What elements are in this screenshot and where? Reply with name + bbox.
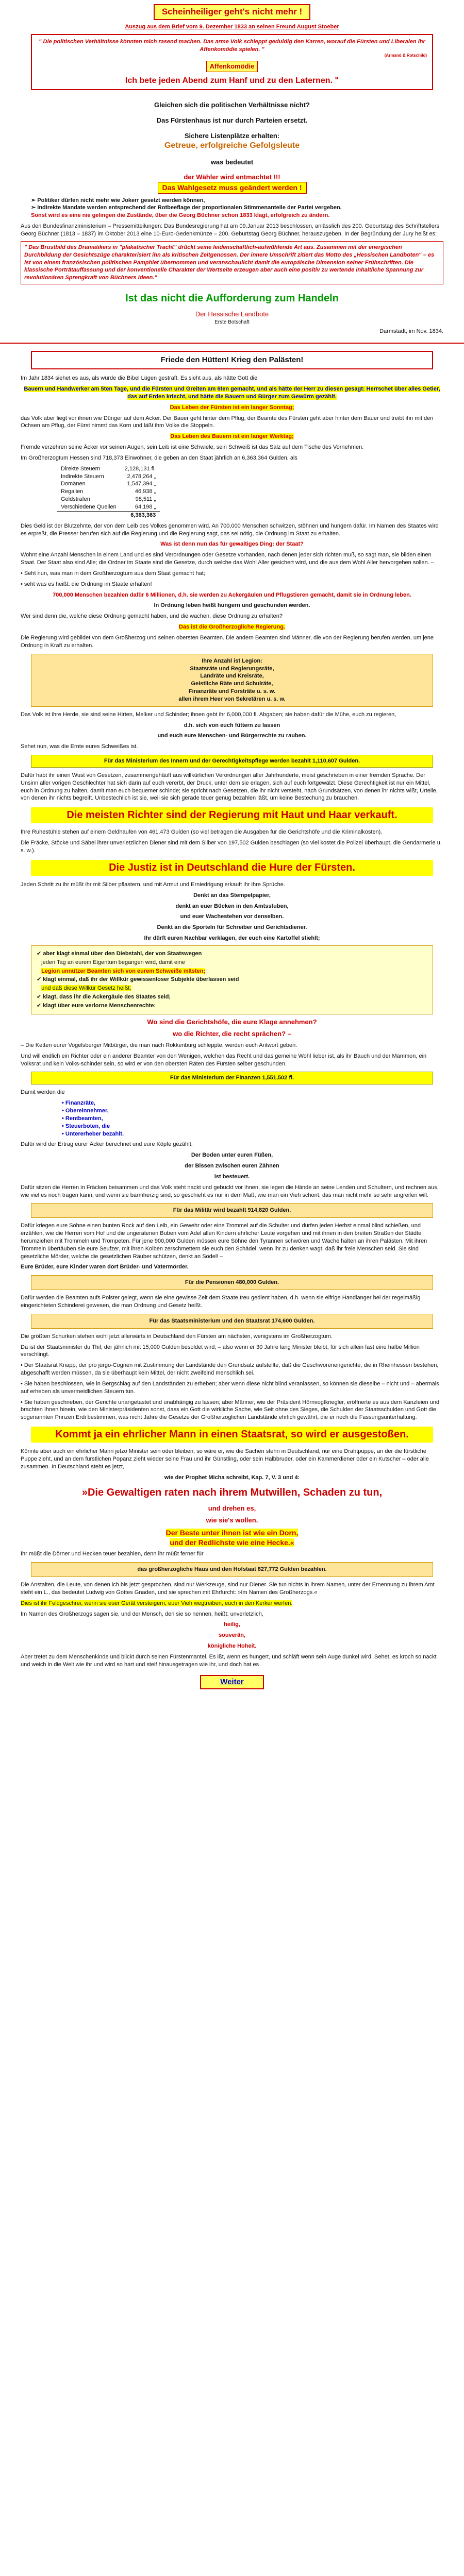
pension-budget-box: Für die Pensionen 480,000 Gulden. xyxy=(31,1275,433,1290)
para-22b: wie der Prophet Micha schreibt, Kap. 7, V. 3 und 4: xyxy=(164,1474,300,1481)
para-3: Fremde verzehren seine Äcker vor seinen Augen, sein Leib ist eine Schwiele, sein Schweiß ist das Salz auf dem Tische des Vornehmen. xyxy=(21,444,364,451)
courts-question-1: Wo sind die Gerichtshöfe, die eure Klage annehmen? xyxy=(147,1018,317,1026)
para-1b: Bauern und Handwerker am 5ten Tage, und die Fürsten und Greiten am 6ten gemacht, und als hätte der Herr zu diesen gesagt: Herrschet über alles Getier, das auf Erden kriecht, und hätte die Bauern und Bürger zum Gewürm gezählt. xyxy=(24,386,440,400)
courts-question-2: wo die Richter, die recht sprächen? – xyxy=(173,1030,291,1038)
revenue-table xyxy=(57,465,160,519)
revenue-label: Indirekte Steuern xyxy=(61,473,104,480)
para-24b: Dies ist ihr Feldgeschrei, wenn sie euer Gerät versteigern, euer Vieh wegtreiben, euch in den Kerker werfen. xyxy=(21,1600,293,1606)
revenue-total: 6,363,363 xyxy=(121,511,160,519)
officials-line-2: Staatsräte und Regierungsräte, xyxy=(190,665,274,672)
para-15: – Die Ketten eurer Vogelsberger Mitbürger, die man nach Rokkenburg schleppte, werden euch Antwort geben. xyxy=(21,1042,297,1048)
para-12: Ihre Ruhestühle stehen auf einem Geldhaufen von 461,473 Gulden (so viel betragen die Ausgaben für die Gerichtshöfe und die Kriminalkosten). xyxy=(21,829,383,836)
para-24d: heilig, xyxy=(224,1621,240,1628)
justice-heading: Die Justiz ist in Deutschland die Hure der Fürsten. xyxy=(31,860,433,876)
para-24: Die Anstalten, die Leute, von denen ich bis jetzt gesprochen, sind nur Werkzeuge, sind nur Diener. Sie tun nichts in ihrem Namen, unter der Ernennung zu ihrem Amt steht ein L., das bedeutet Ludwig von Gottes Gnaden, und sie sprechen mit Ehrfurcht: »Im Namen des Großherzogs.« xyxy=(21,1582,435,1596)
para-11: Dafür habt ihr einen Wust von Gesetzen, zusammengehäuft aus willkürlichen Verordnungen aller Jahrhunderte, meist geschrieben in einer fremden Sprache. Der Unsinn aller vorigen Geschlechter hat sich darin auf euch vererbt, der Druck, unter dem sie erlagen, sich auf euch fortgewälzt. Diese Gerechtigkeit ist nur ein Mittel, euch in Ordnung zu halten, damit man euch bequemer schinde; sie spricht nach Gesetzen, die ihr nicht versteht, nach Grundsätzen, von denen ihr nichts wißt, Urteile, von denen ihr nichts begreift. Unbestechlich ist sie, weil sie sich gerade teuer genug bezahlen läßt, um keine Bestechung zu brauchen. xyxy=(21,772,438,802)
para-17c: der Bissen zwischen euren Zähnen xyxy=(185,1163,279,1170)
para-10: Sehet nun, was die Ernte eures Schweißes ist. xyxy=(21,743,138,750)
officials-line-5: Finanzräte und Forsträte u. s. w. xyxy=(188,688,276,695)
para-13e: Denkt an die Sporteln für Schreiber und Gerichtsdiener. xyxy=(157,924,307,931)
para-19b: Eure Brüder, eure Kinder waren dort Brüder- und Vatermörder. xyxy=(21,1264,189,1270)
demand-3: Sonst wird es eine nie gelingen die Zustände, über die Georg Büchner schon 1833 klagt, erfolgreich zu ändern. xyxy=(31,212,330,219)
micha-quote-5: und der Redlichste wie eine Hecke.« xyxy=(170,1538,294,1547)
para-6b: In Ordnung leben heißt hungern und geschunden werden. xyxy=(154,602,310,609)
para-21-item-b: • Sie haben beschlossen, wie in Bergschlag auf den Landständen zu erheben; aber wenn diese nicht blind veranlassen, so können sie dieselbe – nicht und – abermals auf erheben als unvermeidlichen Steuern tun. xyxy=(21,1380,439,1395)
para-3b: Im Großherzogtum Hessen sind 718,373 Einwohner, die geben an den Staat jährlich an 6,363,364 Gulden, als xyxy=(21,454,297,461)
revenue-label: Regalien xyxy=(61,488,84,495)
quote-highlight: Ich bete jeden Abend zum Hanf und zu den Laternen. " xyxy=(125,76,339,85)
complaint-2b: und daß diese Willkür Gesetz heißt; xyxy=(41,985,131,992)
para-5-item-1: • Seht nun, was man in dem Großherzogtum aus dem Staat gemacht hat; xyxy=(21,570,205,577)
quote-keyword: Affenkomödie xyxy=(206,61,258,72)
revenue-value: 98,511 „ xyxy=(135,496,156,503)
state-council-heading: Kommt ja ein ehrlicher Mann in einen Staatsrat, so wird er ausgestoßen. xyxy=(31,1427,433,1443)
para-2: das Volk aber liegt vor ihnen wie Dünger auf dem Acker. Der Bauer geht hinter dem Pflug, der Beamte des Fürsten geht aber hinter dem Bauer und treibt ihn mit den Ochsen am Pflug, der Fürst nimmt das Korn und läßt ihm Volke die Stoppeln. xyxy=(21,415,434,429)
para-4: Dies Geld ist der Blutzehnte, der von dem Leib des Volkes genommen wird. An 700,000 Menschen schwitzen, stöhnen und hungern dafür. Im Namen des Staates wird es erpreßt, die Presser berufen sich auf die Regierung und die Regierung sagt, das sei nötig, die Ordnung im Staat zu erhalten. xyxy=(21,522,439,537)
complaint-1b: jeden Tag an eurem Eigentum begangen wird, damit eine xyxy=(41,959,185,965)
para-16: Damit werden die xyxy=(21,1089,65,1096)
quote-text: " Die politischen Verhältnisse könnten mich rasend machen. Das arme Volk schleppt geduldig den Karren, worauf die Fürsten und Liberalen ihr Affenkomödie spielen. " xyxy=(39,38,425,53)
para-1c: Das Leben der Fürsten ist ein langer Sonntag; xyxy=(170,404,294,411)
para-5-item-2: • seht was es heißt: die Ordnung im Staate erhalten! xyxy=(21,581,152,587)
main-title: Friede den Hütten! Krieg den Palästen! xyxy=(31,351,433,369)
para-9c: und euch eure Menschen- und Bürgerrechte zu rauben. xyxy=(157,733,307,739)
para-24c: Im Namen des Großherzogs sagen sie, und der Mensch, den sie so nennen, heißt: unverletzlich, xyxy=(21,1611,263,1617)
complaints-box xyxy=(31,945,433,1014)
para-4b: Was ist denn nun das für gewaltiges Ding: der Staat? xyxy=(160,541,304,548)
letter-source: Auszug aus dem Brief vom 9. Dezember 1833 an seinen Freund August Stoeber xyxy=(125,23,339,30)
landbote-title: Der Hessische Landbote xyxy=(195,310,269,318)
finance-official-item: • Steuerboten, die xyxy=(62,1123,110,1129)
headline-banner: Scheinheiliger geht's nicht mehr ! xyxy=(154,4,310,20)
intro-heading-3: Sichere Listenplätze erhalten: xyxy=(184,131,280,140)
quote-source-note: (Armand & Rotschild) xyxy=(384,53,427,58)
para-15b: Und will endlich ein Richter oder ein anderer Beamter von den Wenigen, welchen das Recht und das gemeine Wohl lieber ist, als ihr Bauch und der Mammon, ein Volksrat und kein Volks-schinder sein, so wird er von den obersten Räten des Fürsten selber geschunden. xyxy=(21,1053,427,1067)
revenue-value: 2,128,131 fl. xyxy=(124,465,156,472)
para-19: Dafür kriegen eure Söhne einen bunten Rock auf den Leib, ein Gewehr oder eine Trommel auf die Schulter und dürfen jeden Herbst einmal blind schießen, und erzählen, wie die Herren vom Hof und die ungeratenen Buben vom Adel allen Kindern ehrlicher Leute vorgehen und mit ihnen in den breiten Straßen der Städte herumziehen mit Trommeln und Trompeten. Für jene 900,000 Gulden müssen eure Söhne den Tyrannen schwören und Wache halten an ihren Palästen. Mit ihren Trommeln übertäuben sie eure Seufzer, mit ihren Kolben zerschmettern sie euch den Schädel, wenn ihr zu denken wagt, daß ihr freie Menschen seid. Sie sind gesetzliche Mörder, welche die gesetzlichen Räuber schützen, denkt an Södel! – xyxy=(21,1223,427,1260)
intro-heading-4: Getreue, erfolgreiche Gefolgsleute xyxy=(164,141,300,150)
landbote-subtitle: Erste Botschaft xyxy=(214,319,250,325)
finance-official-item: • Finanzräte, xyxy=(62,1100,95,1107)
officials-box xyxy=(31,654,433,707)
para-21b: Da ist der Staatsminister du Thil, der jährlich mit 15,000 Gulden besoldet wird; – also wenn er 30 Jahre lang Minister bleibt, für sich allein fast eine halbe Million verschlingt. xyxy=(21,1344,420,1358)
para-13c: denkt an euer Bücken in den Amtsstuben, xyxy=(175,903,289,909)
intro-heading-6: der Wähler wird entmachtet !!! xyxy=(184,173,280,181)
para-24e: souverän, xyxy=(219,1632,245,1639)
para-21: Die größten Schurken stehen wohl jetzt allerwärts in Deutschland den Fürsten am nächsten, wenigstens im Großherzogtum. xyxy=(21,1333,333,1340)
revenue-value: 64,198 „ xyxy=(135,504,156,511)
justice-budget-box: Für das Ministerium des Innern und der Gerechtigkeitspflege werden bezahlt 1,110,607 Gulden. xyxy=(31,755,433,768)
para-20: Dafür werden die Beamten aufs Polster gelegt, wenn sie eine gewisse Zeit dem Staate treu gedient haben, d.h. wenn sie eifrige Handlanger bei der regelmäßig eingerichteten Schinderei gewesen, die man Ordnung und Gesetz heißt. xyxy=(21,1295,421,1309)
revenue-label: Verschiedene Quellen xyxy=(61,504,117,511)
buechner-quote-box xyxy=(31,34,433,91)
para-13: Jeden Schritt zu ihr müßt ihr mit Silber pflastern, und mit Armut und Erniedrigung erkauft ihr ihre Sprüche. xyxy=(21,881,285,888)
para-18: Dafür sitzen die Herren in Fräcken beisammen und das Volk steht nackt und gebückt vor ihnen, sie legen die Hände an seine Lenden und Schultern, und rechnen aus, wie viel es noch tragen kann, und wenn sie barmherzig sind, so geschieht es nur in dem Maß, wie man ein Vieh schont, das man nicht mehr so sehr angreifen will. xyxy=(21,1184,439,1198)
green-title: Ist das nicht die Aufforderung zum Handeln xyxy=(125,293,339,304)
officials-line-1: Ihre Anzahl ist Legion: xyxy=(202,657,262,664)
intro-heading-1: Gleichen sich die politischen Verhältnisse nicht? xyxy=(154,101,310,109)
para-1: Im Jahr 1834 siehet es aus, als würde die Bibel Lügen gestraft. Es sieht aus, als hätte Gott die xyxy=(21,375,258,382)
ministry-press-text: Aus den Bundesfinanzministerium – Pressemitteilungen: Das Bundesregierung hat am 09.Januar 2013 beschlossen, anlässlich des 200. Geburtstag des Schriftstellers Georg Büchner (1813 – 1837) im Oktober 2013 eine 10-Euro-Gedenkmünze – 200. Geburtstag Georg Büchner, herauszugeben. In der Begründung der Jury heißt es: xyxy=(21,223,440,237)
finance-official-item: • Untererheber bezahlt. xyxy=(62,1130,124,1137)
landbote-date: Darmstadt, im Nov. 1834. xyxy=(379,328,443,335)
micha-quote-4: Der Beste unter ihnen ist wie ein Dorn, xyxy=(165,1528,299,1537)
para-9: Das Volk ist ihre Herde, sie sind seine Hirten, Melker und Schinder; ihnen gebt ihr 6,000,000 fl. Abgaben; sie haben dafür die Mühe, euch zu regieren, xyxy=(21,711,396,718)
court-household-budget-box: das großherzogliche Haus und den Hofstaat 827,772 Gulden bezahlen. xyxy=(31,1562,433,1577)
revenue-label: Domänen xyxy=(61,481,86,487)
para-24f: königliche Hoheit. xyxy=(207,1643,257,1650)
revenue-row xyxy=(57,473,160,481)
complaint-1: ✔ aber klagt einmal über den Diebstahl, der von Staatswegen xyxy=(37,950,202,957)
para-23: Ihr müßt die Dörner und Hecken teuer bezahlen, denn ihr müßt ferner für xyxy=(21,1551,204,1557)
next-page-link[interactable]: Weiter xyxy=(200,1675,264,1689)
finance-officials-list xyxy=(62,1099,402,1138)
para-17: Dafür wird der Ertrag eurer Äcker berechnet und eure Köpfe gezählt. xyxy=(21,1141,193,1148)
para-25: Aber tretet zu dem Menschenkinde und blickt durch seinen Fürstenmantel. Es ißt, wenn es hungert, und schläft wenn sein Auge dunkel wird. Sehet, es kroch so nackt und weich in die Welt wie ihr und wird so hart und steif hinausgetragen wie ihr, und doch hat es xyxy=(21,1653,437,1668)
revenue-row xyxy=(57,480,160,488)
micha-quote-3: wie sie's wollen. xyxy=(206,1516,258,1524)
complaint-3: ✔ klagt, dass ihr die Ackergäule des Staates seid; xyxy=(37,994,171,1001)
para-14: Ihr dürft euren Nachbar verklagen, der euch eine Kartoffel stiehlt; xyxy=(144,935,320,942)
officials-line-4: Geistliche Räte und Schulräte, xyxy=(191,681,273,687)
section-divider xyxy=(0,343,464,344)
revenue-value: 46,938 „ xyxy=(135,488,156,495)
officials-line-6: allen ihrem Heer von Sekretären u. s. w. xyxy=(178,696,286,702)
revenue-label: Geldstrafen xyxy=(61,496,90,503)
military-budget-box: Für das Militär wird bezahlt 914,820 Gulden. xyxy=(31,1203,433,1218)
revenue-row xyxy=(57,496,160,503)
para-22: Könnte aber auch ein ehrlicher Mann jetzo Minister sein oder bleiben, so wäre er, wie die Sachen stehn in Deutschland, nur eine Drahtpuppe, an der die fürstliche Puppe zieht, und an dem fürstlichen Popanz zieht wieder seine Frau und ihr Günstling, oder sein Halbbruder, oder ein Kammerdiener oder ein Kutscher – oder alle zusammen. In Deutschland steht es jetzt, xyxy=(21,1448,429,1470)
officials-line-3: Landräte und Kreisräte, xyxy=(200,673,264,680)
para-21-item-c: • Sie haben geschrieben, der Gerichte unangetastet und unabhängig zu lassen; aber Männer, wie der Präsident Hörnvogtkriegler, eröffnerte es aus dem Kanzleien und brachten Ihnen hinein, wie den Ministerpräsidenten sonst, dass ein Gott die wirkliche Sache, wie Seit ohne des Sieges, die Schulden der Staatsschulden und Gott die sogenannten Prinzen Erdi bestimmen, was nicht Jahre die Gesetze der Großherzoglichen Landstände ehrlich gewährt, die er noch die Fassungsunterhaltung. xyxy=(21,1399,440,1421)
micha-quote-2: und drehen es, xyxy=(208,1504,256,1512)
para-8: Die Regierung wird gebildet von dem Großherzog und seinen obersten Beamten. Die andern Beamten sind Männer, die von der Regierung berufen werden, um jene Ordnung in Kraft zu erhalten. xyxy=(21,634,434,649)
finance-official-item: • Rentbeamten, xyxy=(62,1115,103,1122)
para-13d: und euer Wachestehen vor denselben. xyxy=(180,913,284,920)
finance-official-item: • Obereinnehmer, xyxy=(62,1107,109,1114)
jury-quote: " Das Brustbild des Dramatikers in "plakatischer Tracht" drückt seine leidenschaftlich-aufwühlende Art aus. Zusammen mit der energischen Durchbildung der Gesichtszüge charakterisiert ihn als kritischen Zeitgenossen. Der innere Umschrift zitiert das Motto des „Hessischen Landboten“ – es ist von einem französischen politischen Pamphlet übernommen und veranschaulicht damit die europäische Dimension seiner Frühschriften. Die klassische Porträtauffassung und der konventionelle Charakter der Wertseite erzeugen aber auch eine positiv zu wertende inhaltliche Spannung zur revolutionären Sprengkraft von Büchners Ideen." xyxy=(21,241,443,284)
intro-heading-5: was bedeutet xyxy=(210,158,254,166)
revenue-value: 2,478,264 „ xyxy=(127,473,156,480)
para-5: Wohnt eine Anzahl Menschen in einem Land und es sind Verordnungen oder Gesetze vorhanden, nach denen jeder sich richten muß, so sagt man, sie bilden einen Staat. Der Staat also sind Alle; die Ordner im Staate sind die Gesetze, durch welche das Wohl Aller gesichert wird, und die aus dem Wohl Aller hervorgehen sollen. – xyxy=(21,552,434,566)
revenue-value: 1,547,394 „ xyxy=(127,481,156,487)
demand-2: ➢ Indirekte Mandate werden entsprechend der Rotbeeflage der proportionalen Stimmenanteile der Partei vergeben. xyxy=(31,205,342,211)
revenue-row xyxy=(57,503,160,511)
revenue-label: Direkte Steuern xyxy=(61,465,101,472)
intro-heading-7: Das Wahlgesetz muss geändert werden ! xyxy=(158,182,307,194)
intro-heading-2: Das Fürstenhaus ist nur durch Parteien ersetzt. xyxy=(156,116,308,124)
para-17d: ist besteuert. xyxy=(214,1173,250,1180)
para-13b: Denkt an das Stempelpapier, xyxy=(193,892,271,899)
revenue-row xyxy=(57,488,160,496)
finance-budget-box: Für das Ministerium der Finanzen 1,551,502 fl. xyxy=(31,1072,433,1084)
para-7b: Das ist die Großherzogliche Regierung. xyxy=(179,624,285,631)
state-ministry-budget-box: Für das Staatsministerium und den Staatsrat 174,600 Gulden. xyxy=(31,1314,433,1329)
revenue-row xyxy=(57,465,160,473)
para-7: Wer sind denn die, welche diese Ordnung gemacht haben, und die wachen, diese Ordnung zu erhalten? xyxy=(21,613,283,620)
complaint-4: ✔ klagt über eure verlorne Menschenrechte: xyxy=(37,1002,156,1009)
complaint-2: ✔ klagt einmal, daß ihr der Willkür gewissenloser Subjekte überlassen seid xyxy=(37,976,239,983)
para-12b: Die Fräcke, Stöcke und Säbel ihrer unverletzlichen Diener sind mit dem Silber von 197,502 Gulden beschlagen (so viel kostet die Polizei überhaupt, die Gendarmerie u. s. w.). xyxy=(21,840,442,854)
para-21-item-a: • Der Staatsrat Knapp, der pro jurgo-Cognen mit Zustimmung der Landstände den Grundsatz aufstellte, daß die Geschworenengerichte, die in Rheinhessen bestehen, abgeschafft werden müssen, da sie überhaupt kein Mittel, der nicht zweifelnd menschlich sei. xyxy=(21,1362,439,1377)
micha-quote-1: »Die Gewaltigen raten nach ihrem Mutwillen, Schaden zu tun, xyxy=(81,1486,383,1498)
demand-1: ➢ Politiker dürfen nicht mehr wie Jokerr gesetzt werden können, xyxy=(31,197,205,204)
demands-list xyxy=(31,197,433,220)
para-9b: d.h. sich von euch füttern zu lassen xyxy=(184,722,280,728)
para-2b: Das Leben des Bauern ist ein langer Werktag; xyxy=(170,433,294,440)
para-17b: Der Boden unter euren Füßen, xyxy=(191,1152,273,1159)
complaint-1c: Legion unnützer Beamten sich von eurem Schweiße mästen; xyxy=(41,968,206,974)
para-6: 700,000 Menschen bezahlen dafür 6 Millionen, d.h. sie werden zu Ackergäulen und Pflugstieren gemacht, damit sie in Ordnung leben. xyxy=(53,591,411,598)
judges-heading: Die meisten Richter sind der Regierung mit Haut und Haar verkauft. xyxy=(31,807,433,823)
